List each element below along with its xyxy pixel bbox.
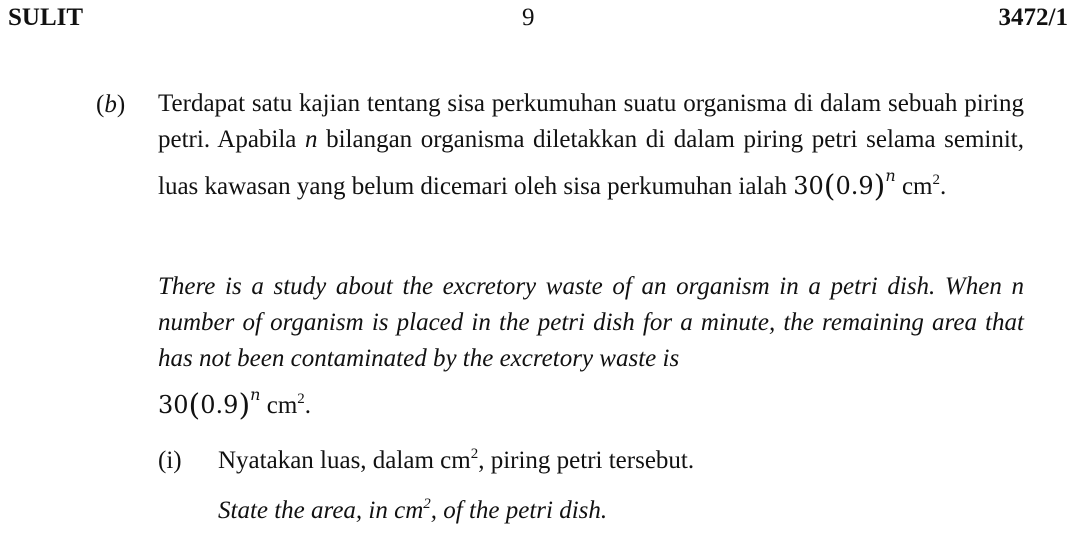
area-expression-english: $30(0.9)^n$ [158,385,261,423]
paper-code: 3472/1 [998,4,1068,31]
english-body: There is a study about the excretory waste of an organism in a petri dish. When n number of organism is placed in the petri dish for a minute, the remaining area that has not been contaminated by the excretory waste is [158,273,1024,372]
question-text-english [158,269,1024,424]
area-unit-english: $cm^2$. [266,391,312,419]
question-text-malay [158,86,1024,205]
page-header [8,4,1068,36]
sub-question-text-malay: Nyatakan luas, dalam $cm^2$, piring petri tersebut. [218,446,695,474]
page-number: 9 [522,4,535,31]
classification-label: SULIT [8,4,84,31]
sub-question-label: (i) [158,447,182,474]
area-unit-malay: $cm^2$. [901,172,947,200]
part-letter: b [104,91,117,118]
area-expression-malay: $30(0.9)^n$ [793,166,896,204]
question-part-label: (b) [96,91,126,118]
malay-body: Terdapat satu kajian tentang sisa perkumuhan suatu organisma di dalam sebuah piring petri. Apabila n bilangan organisma diletakkan di dalam piring petri selama seminit, luas kawasan yang belum dicemari oleh sisa perkumuhan ialah [158,90,1024,200]
sub-question-text-english: State the area, in $cm^2$, of the petri dish. [218,496,608,524]
